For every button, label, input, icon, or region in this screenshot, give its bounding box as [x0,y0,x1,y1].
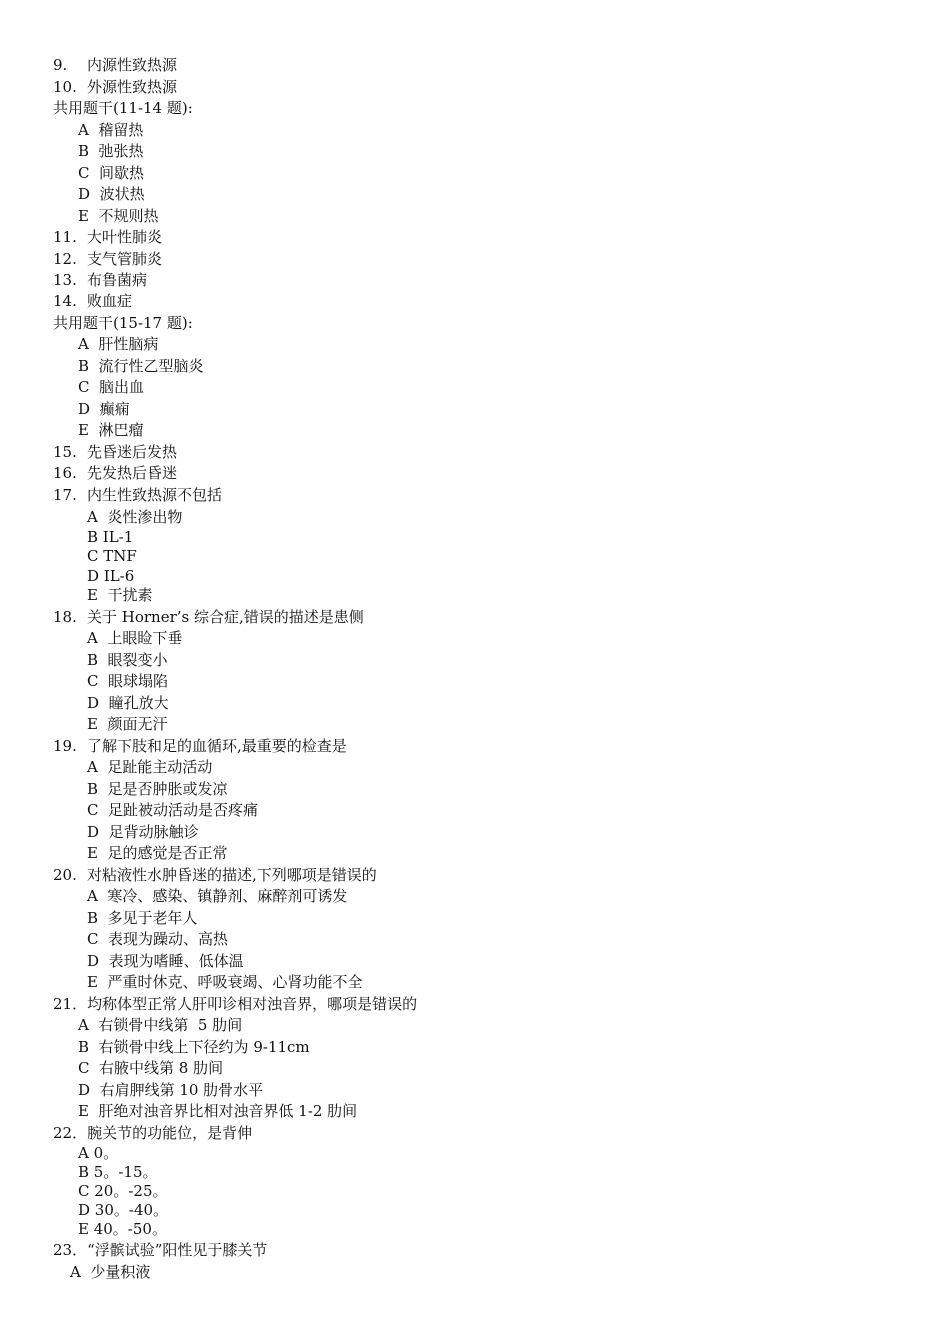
answer-option: A 肝性脑病 [78,335,159,353]
question-text: 布鲁菌病 [87,271,148,289]
section-header: 共用题干(11-14 题): [53,99,193,117]
answer-option: E 淋巴瘤 [78,421,144,439]
answer-option: D 表现为嗜睡、低体温 [87,952,244,970]
question-number: 14. [53,292,77,310]
question-text: 内源性致热源 [87,56,178,74]
question-text: 内生性致热源不包括 [87,486,223,504]
question-number: 17. [53,486,77,504]
answer-option: E 颜面无汗 [87,715,168,733]
answer-option: D 30。-40。 [78,1201,169,1219]
question-text: 外源性致热源 [87,78,178,96]
question-number: 9. [53,56,68,74]
question-line [53,485,222,506]
question-line [53,736,347,757]
answer-option: E 严重时休克、呼吸衰竭、心肾功能不全 [87,973,363,991]
answer-option: E 足的感觉是否正常 [87,844,228,862]
answer-option: D 波状热 [78,185,145,203]
answer-option: C 20。-25。 [78,1182,168,1200]
answer-option: A 寒冷、感染、镇静剂、麻醉剂可诱发 [87,887,348,905]
question-line [53,227,162,248]
question-line: 23．“浮髌试验”阳性见于膝关节 [53,1241,268,1259]
answer-option: A 上眼睑下垂 [87,629,183,647]
answer-option: B 眼裂变小 [87,651,168,669]
question-number: 18. [53,608,77,626]
answer-option: E 不规则热 [78,207,159,225]
question-line [53,55,177,76]
question-number: 13. [53,271,77,289]
answer-option: D IL-6 [87,567,135,585]
question-number: 20. [53,866,77,884]
answer-option: E 肝绝对浊音界比相对浊音界低 1-2 肋间 [78,1102,358,1120]
answer-option: A 稽留热 [78,121,144,139]
answer-option: E 40。-50。 [78,1220,167,1238]
question-text: 先昏迷后发热 [87,443,178,461]
answer-option: B 多见于老年人 [87,909,198,927]
question-number: 12. [53,250,77,268]
question-text: 先发热后昏迷 [87,464,178,482]
answer-option: C 间歇热 [78,164,145,182]
question-text: 关于 Horner’s 综合症,错误的描述是患侧 [87,608,364,626]
question-line [53,607,364,628]
question-line [53,270,147,291]
question-text: 对粘液性水肿昏迷的描述,下列哪项是错误的 [87,866,377,884]
answer-option: A 足趾能主动活动 [87,758,213,776]
answer-option: C 右腋中线第 8 肋间 [78,1059,224,1077]
question-text: 支气管肺炎 [87,250,163,268]
answer-option: B 流行性乙型脑炎 [78,357,204,375]
section-header: 共用题干(15-17 题): [53,314,193,332]
question-line [53,249,162,270]
question-number: 15. [53,443,77,461]
answer-option: B 弛张热 [78,142,144,160]
answer-option: B 5。-15。 [78,1163,158,1181]
question-line [53,463,177,484]
question-number: 16. [53,464,77,482]
answer-option: B IL-1 [87,528,134,546]
question-line [53,442,177,463]
question-line: 21．均称体型正常人肝叩诊相对浊音界，哪项是错误的 [53,995,418,1013]
answer-option: D 瞳孔放大 [87,694,169,712]
answer-option: A 0。 [78,1144,119,1162]
question-text: 大叶性肺炎 [87,228,163,246]
question-line [53,291,132,312]
question-number: 10. [53,78,77,96]
answer-option: C 眼球塌陷 [87,672,169,690]
question-line [53,77,177,98]
answer-option: A 少量积液 [70,1263,151,1281]
question-line [53,865,377,886]
answer-option: D 足背动脉触诊 [87,823,199,841]
question-text: 了解下肢和足的血循环,最重要的检查是 [87,737,347,755]
answer-option: C TNF [87,547,137,565]
question-text: 败血症 [87,292,133,310]
question-line: 22．腕关节的功能位，是背伸 [53,1124,253,1142]
answer-option: A 炎性渗出物 [87,508,183,526]
answer-option: E 干扰素 [87,586,153,604]
answer-option: C 脑出血 [78,378,145,396]
question-number: 11. [53,228,77,246]
answer-option: A 右锁骨中线第 5 肋间 [78,1016,243,1034]
answer-option: C 足趾被动活动是否疼痛 [87,801,259,819]
answer-option: D 右肩胛线第 10 肋骨水平 [78,1081,264,1099]
answer-option: B 右锁骨中线上下径约为 9-11cm [78,1038,310,1056]
answer-option: B 足是否肿胀或发凉 [87,780,228,798]
question-number: 19. [53,737,77,755]
answer-option: D 癫痫 [78,400,130,418]
answer-option: C 表现为躁动、高热 [87,930,229,948]
